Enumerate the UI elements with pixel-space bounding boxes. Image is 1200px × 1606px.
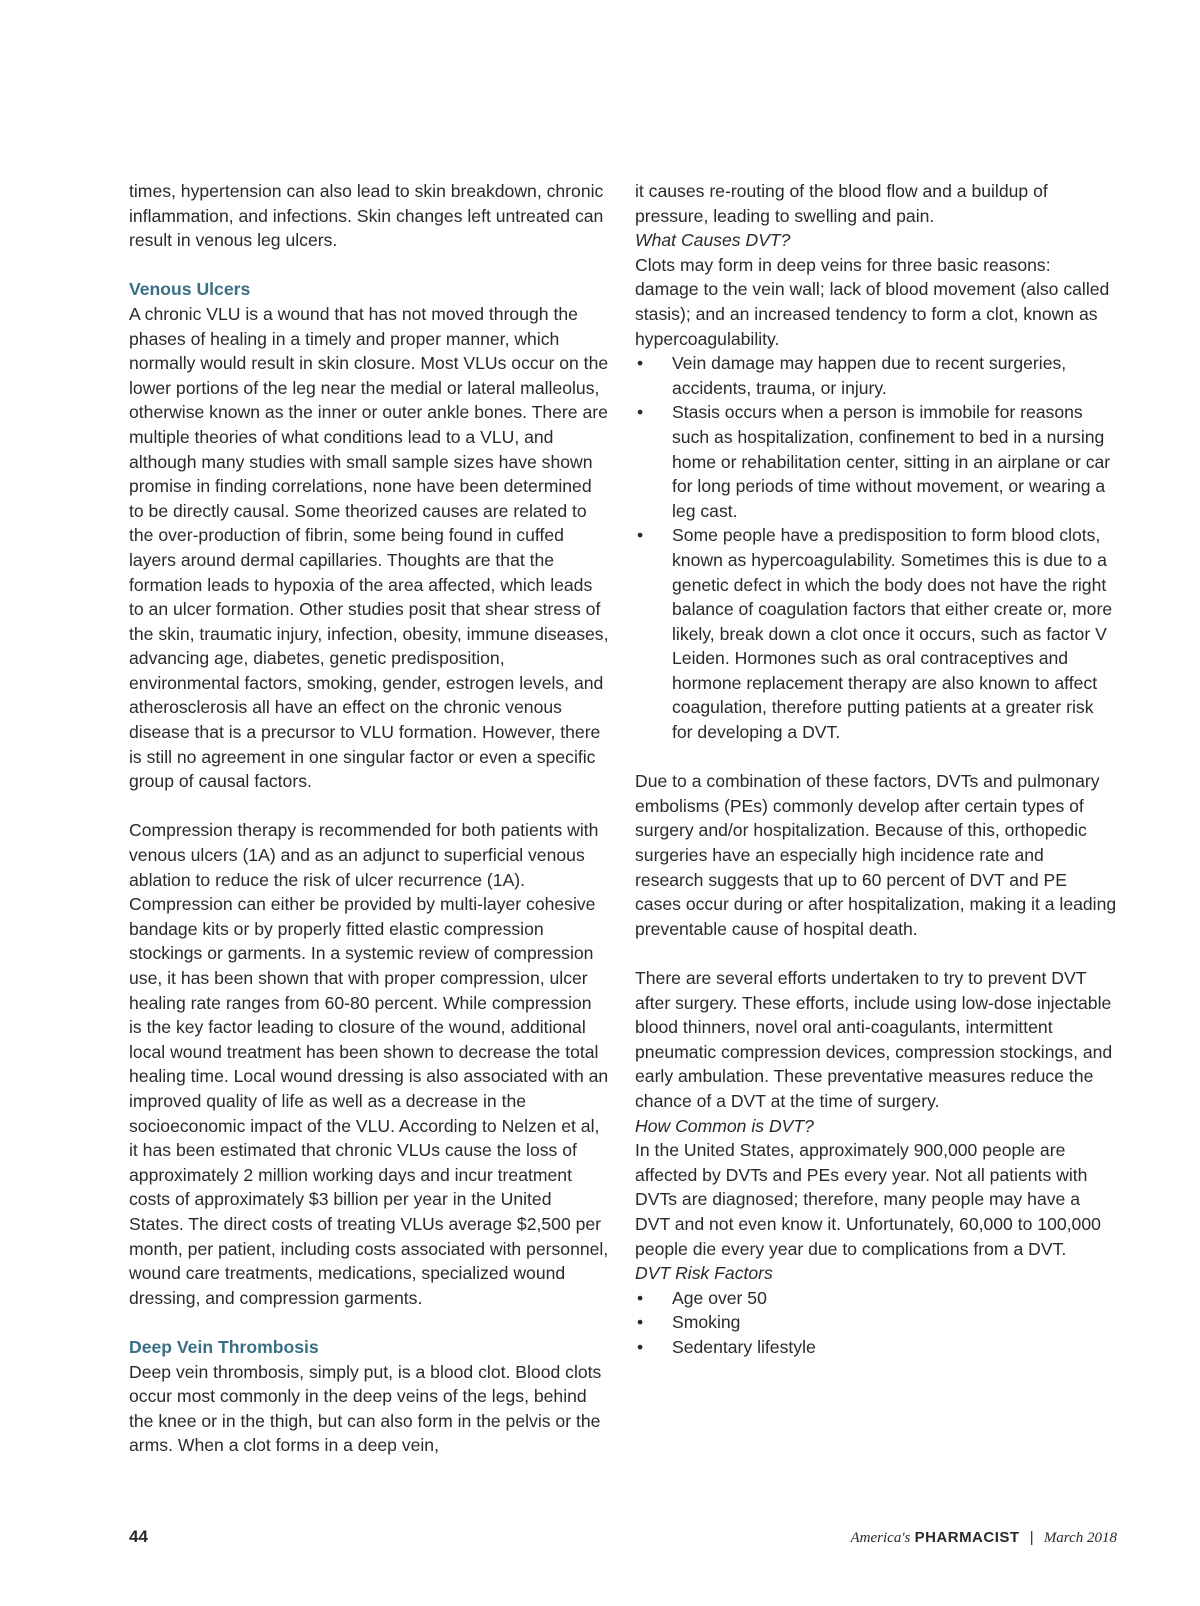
bullet-text: Sedentary lifestyle xyxy=(672,1336,816,1357)
dvt-paragraph: Deep vein thrombosis, simply put, is a blood clot. Blood clots occur most commonly in the deep veins of the legs, behind the knee or in the thigh, but can also form in the pelvis or the arms. When a clot forms in a deep vein, xyxy=(129,1361,602,1456)
dvt-heading: Deep Vein Thrombosis xyxy=(129,1336,319,1357)
list-item xyxy=(635,400,1117,523)
combination-paragraph: Due to a combination of these factors, DVTs and pulmonary embolisms (PEs) commonly develop after certain types of surgery and/or hospitalization. Because of this, orthopedic surgeries have an especially high incidence rate and research suggests that up to 60 percent of DVT and PE cases occur during or after hospitalization, making it a leading preventable cause of hospital death. xyxy=(635,771,1117,939)
publication-masthead xyxy=(851,1529,1117,1547)
venous-ulcers-paragraph-2: Compression therapy is recommended for both patients with venous ulcers (1A) and as an adjunct to superficial venous ablation to reduce the risk of ulcer recurrence (1A). Compression can either be provided by multi-layer cohesive bandage kits or by properly fitted elastic compression stockings or garments. In a systemic review of compression use, it has been shown that with proper compression, ulcer healing rate ranges from 60-80 percent. While compression is the key factor leading to closure of the wound, additional local wound treatment has been shown to decrease the total healing time. Local wound dressing is also associated with an improved quality of life as well as a decrease in the socioeconomic impact of the VLU. According to Nelzen et al, it has been estimated that chronic VLUs cause the loss of approximately 2 million working days and incur treatment costs of approximately $3 billion per year in the United States. The direct costs of treating VLUs average $2,500 per month, per patient, including costs associated with personnel, wound care treatments, medications, specialized wound dressing, and compression garments. xyxy=(129,820,609,1308)
risk-factors-subheading: DVT Risk Factors xyxy=(635,1263,773,1284)
bullet-icon: • xyxy=(637,1312,644,1333)
venous-ulcers-heading: Venous Ulcers xyxy=(129,279,251,300)
bullet-icon: • xyxy=(637,1336,644,1357)
bullet-text: Some people have a predisposition to form blood clots, known as hypercoagulability. Sometimes this is due to a genetic defect in which the body does not have the right balance of coagulation factors that either create or, more likely, break down a clot once it occurs, such as factor V Leiden. Hormones such as oral contraceptives and hormone replacement therapy are also known to affect coagulation, therefore putting patients at a greater risk for developing a DVT. xyxy=(672,525,1113,743)
causes-bullet-list xyxy=(635,351,1117,745)
issue-date: March 2018 xyxy=(1043,1530,1117,1546)
bullet-text: Stasis occurs when a person is immobile for reasons such as hospitalization, confinement to bed in a nursing home or rehabilitation center, sitting in an airplane or car for long periods of time without movement, or wearing a leg cast. xyxy=(672,402,1111,521)
how-common-subheading: How Common is DVT? xyxy=(635,1115,814,1136)
page-footer xyxy=(129,1527,1117,1551)
left-column xyxy=(129,179,609,1458)
what-causes-subheading: What Causes DVT? xyxy=(635,230,791,251)
publication-prefix: America's xyxy=(850,1530,911,1546)
bullet-icon: • xyxy=(637,525,644,546)
bullet-text: Age over 50 xyxy=(672,1287,767,1308)
intro-paragraph: times, hypertension can also lead to skin breakdown, chronic inflammation, and infections. Skin changes left untreated can result in venous leg ulcers. xyxy=(129,181,604,251)
list-item xyxy=(635,1310,1117,1335)
how-common-paragraph: In the United States, approximately 900,000 people are affected by DVTs and PEs every year. Not all patients with DVTs are diagnosed; therefore, many people may have a DVT and not even know it. Unfortunately, 60,000 to 100,000 people die every year due to complications from a DVT. xyxy=(635,1140,1101,1259)
bullet-text: Smoking xyxy=(672,1312,741,1333)
masthead-separator: | xyxy=(1029,1529,1034,1546)
list-item xyxy=(635,1335,1117,1360)
venous-ulcers-paragraph-1: A chronic VLU is a wound that has not moved through the phases of healing in a timely and proper manner, which normally would result in skin closure. Most VLUs occur on the lower portions of the leg near the medial or lateral malleolus, otherwise known as the inner or outer ankle bones. There are multiple theories of what conditions lead to a VLU, and although many studies with small sample sizes have shown promise in finding correlations, none have been determined to be directly causal. Some theorized causes are related to the over-production of fibrin, some being found in cuffed layers around dermal capillaries. Thoughts are that the formation leads to hypoxia of the area affected, which leads to an ulcer formation. Other studies posit that shear stress of the skin, traumatic injury, infection, obesity, immune diseases, advancing age, diabetes, genetic predisposition, environmental factors, smoking, gender, estrogen levels, and atherosclerosis all have an effect on the chronic venous disease that is a precursor to VLU formation. However, there is still no agreement in one singular factor or even a specific group of causal factors. xyxy=(129,303,609,792)
right-column xyxy=(635,179,1117,1360)
risk-factors-list xyxy=(635,1286,1117,1360)
list-item xyxy=(635,523,1117,744)
publication-name: PHARMACIST xyxy=(914,1529,1020,1546)
list-item xyxy=(635,1286,1117,1311)
bullet-icon: • xyxy=(637,353,644,374)
bullet-icon: • xyxy=(637,402,644,423)
list-item xyxy=(635,351,1117,400)
bullet-icon: • xyxy=(637,1287,644,1308)
page-number: 44 xyxy=(129,1527,148,1546)
bullet-text: Vein damage may happen due to recent surgeries, accidents, trauma, or injury. xyxy=(672,353,1067,398)
prevention-paragraph: There are several efforts undertaken to try to prevent DVT after surgery. These efforts, include using low-dose injectable blood thinners, novel oral anti-coagulants, intermittent pneumatic compression devices, compression stockings, and early ambulation. These preventative measures reduce the chance of a DVT at the time of surgery. xyxy=(635,968,1113,1111)
continued-paragraph: it causes re-routing of the blood flow and a buildup of pressure, leading to swelling and pain. xyxy=(635,181,1048,226)
what-causes-paragraph: Clots may form in deep veins for three basic reasons: damage to the vein wall; lack of blood movement (also called stasis); and an increased tendency to form a clot, known as hypercoagulability. xyxy=(635,254,1110,349)
